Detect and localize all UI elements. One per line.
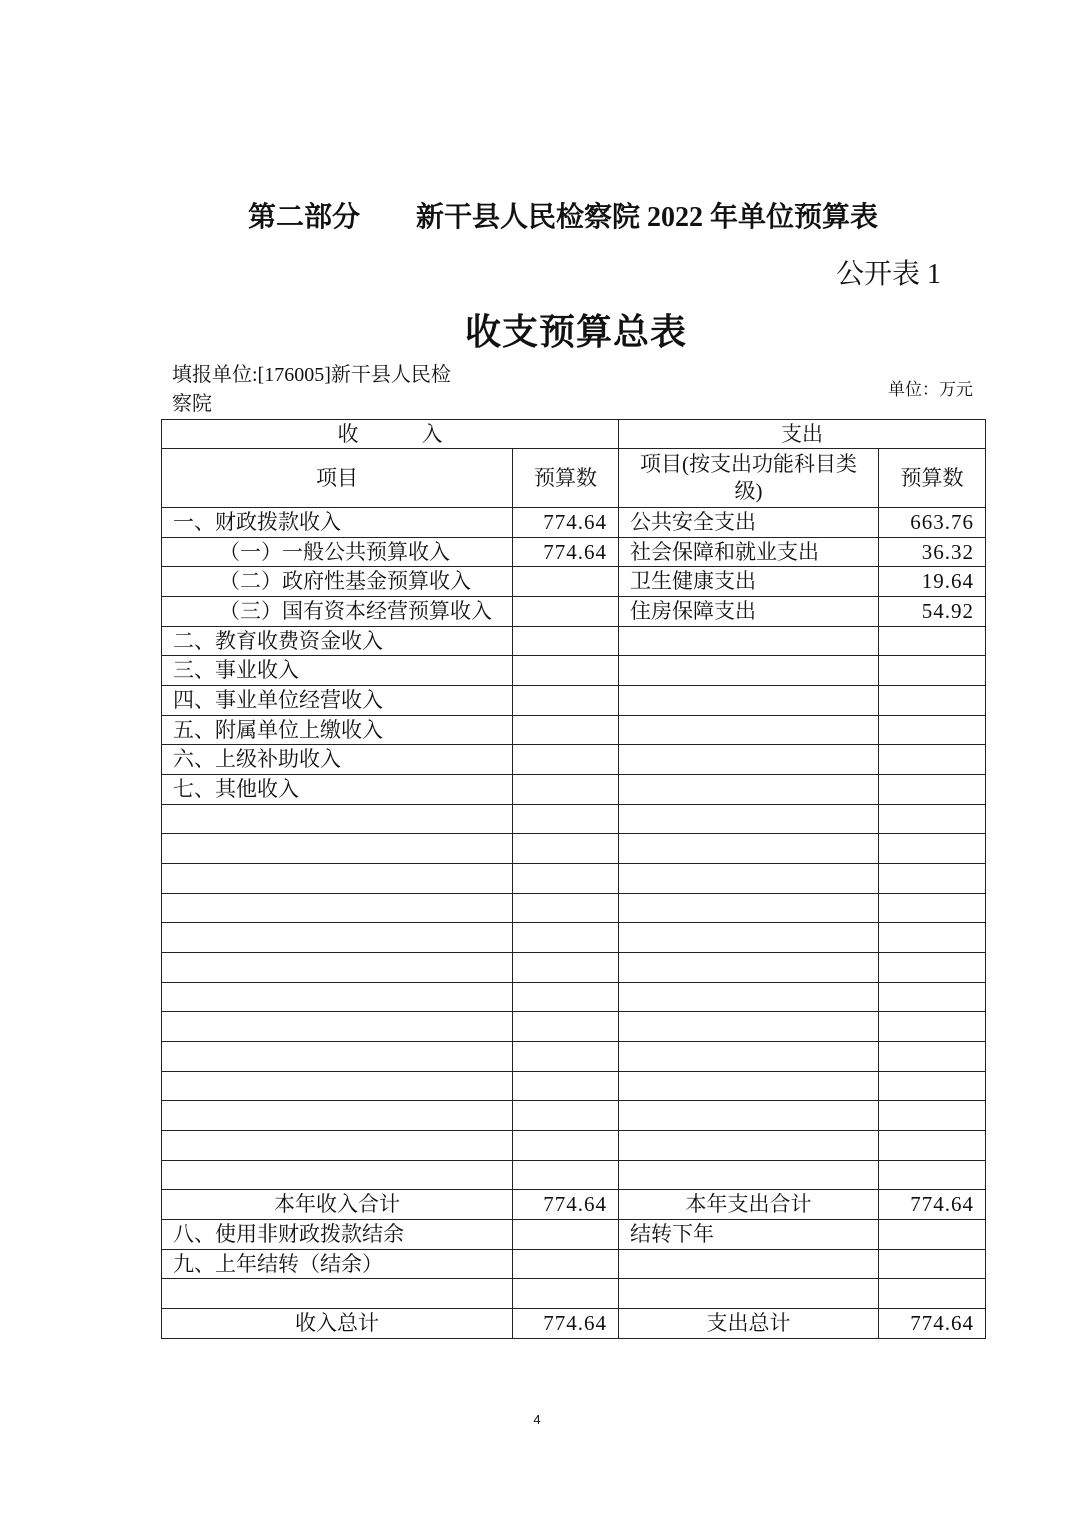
table-section-header-row	[162, 420, 986, 449]
expense-amount-cell	[879, 1012, 986, 1042]
page-number: 4	[533, 1412, 541, 1427]
income-item-cell	[162, 834, 513, 864]
expense-item-cell	[619, 893, 879, 923]
expense-item-cell	[619, 1101, 879, 1131]
expense-amount-cell: 774.64	[879, 1309, 986, 1339]
table-row	[162, 1101, 986, 1131]
expense-amount-cell	[879, 982, 986, 1012]
expense-amount-cell	[879, 1071, 986, 1101]
table-row	[162, 508, 986, 538]
table-row	[162, 1279, 986, 1309]
income-amount-cell	[513, 1160, 619, 1190]
table-row	[162, 864, 986, 894]
expense-item-cell	[619, 686, 879, 716]
budget-summary-table	[161, 419, 986, 1339]
income-item-cell	[162, 1160, 513, 1190]
expense-item-cell	[619, 1249, 879, 1279]
income-item-cell: 收入总计	[162, 1309, 513, 1339]
expense-amount-cell: 774.64	[879, 1190, 986, 1220]
income-item-cell	[162, 982, 513, 1012]
expense-item-cell	[619, 864, 879, 894]
income-item-cell: （二）政府性基金预算收入	[162, 567, 513, 597]
income-amount-cell	[513, 597, 619, 627]
income-amount-cell	[513, 1101, 619, 1131]
income-amount-cell: 774.64	[513, 537, 619, 567]
table-row	[162, 1309, 986, 1339]
income-amount-cell	[513, 1220, 619, 1250]
income-amount-cell	[513, 745, 619, 775]
table-row	[162, 1249, 986, 1279]
income-item-cell	[162, 864, 513, 894]
income-amount-cell	[513, 1131, 619, 1161]
income-item-cell: 九、上年结转（结余）	[162, 1249, 513, 1279]
table-row	[162, 1220, 986, 1250]
table-row	[162, 656, 986, 686]
income-amount-cell	[513, 804, 619, 834]
table-row	[162, 567, 986, 597]
expense-item-cell: 社会保障和就业支出	[619, 537, 879, 567]
income-item-cell	[162, 1101, 513, 1131]
expense-item-cell	[619, 982, 879, 1012]
income-amount-cell	[513, 1279, 619, 1309]
income-item-cell	[162, 804, 513, 834]
expense-item-cell	[619, 1071, 879, 1101]
income-amount-cell	[513, 834, 619, 864]
table-row	[162, 893, 986, 923]
income-item-cell	[162, 1012, 513, 1042]
expense-amount-cell	[879, 715, 986, 745]
income-amount-column-header: 预算数	[513, 449, 619, 508]
table-row	[162, 834, 986, 864]
income-item-cell: 三、事业收入	[162, 656, 513, 686]
table-number: 公开表 1	[836, 259, 942, 290]
table-row	[162, 1042, 986, 1072]
expense-amount-cell	[879, 893, 986, 923]
income-amount-cell	[513, 1012, 619, 1042]
expense-item-cell: 本年支出合计	[619, 1190, 879, 1220]
expense-item-cell	[619, 626, 879, 656]
income-amount-cell	[513, 626, 619, 656]
table-row	[162, 1131, 986, 1161]
filling-unit-label: 填报单位:[176005]新干县人民检	[172, 364, 451, 386]
page-title: 收支预算总表	[465, 312, 688, 352]
expense-amount-cell	[879, 1249, 986, 1279]
income-item-cell	[162, 1042, 513, 1072]
expense-item-cell	[619, 1279, 879, 1309]
income-item-cell	[162, 953, 513, 983]
table-row	[162, 953, 986, 983]
expense-amount-cell	[879, 1279, 986, 1309]
table-column-header-row	[162, 449, 986, 508]
income-amount-cell	[513, 1042, 619, 1072]
table-row	[162, 626, 986, 656]
income-amount-cell	[513, 1071, 619, 1101]
table-row	[162, 775, 986, 805]
expense-amount-cell	[879, 864, 986, 894]
income-amount-cell	[513, 1249, 619, 1279]
expense-item-cell: 支出总计	[619, 1309, 879, 1339]
expense-amount-cell: 36.32	[879, 537, 986, 567]
income-item-cell	[162, 1071, 513, 1101]
table-row	[162, 597, 986, 627]
expense-amount-cell	[879, 953, 986, 983]
expense-amount-cell	[879, 834, 986, 864]
income-item-cell: 五、附属单位上缴收入	[162, 715, 513, 745]
table-row	[162, 1160, 986, 1190]
expense-item-cell	[619, 923, 879, 953]
income-item-cell: 二、教育收费资金收入	[162, 626, 513, 656]
expense-amount-cell	[879, 1220, 986, 1250]
income-amount-cell	[513, 982, 619, 1012]
table-row	[162, 1190, 986, 1220]
expense-amount-column-header: 预算数	[879, 449, 986, 508]
income-item-cell: 八、使用非财政拨款结余	[162, 1220, 513, 1250]
expense-amount-cell	[879, 745, 986, 775]
income-amount-cell: 774.64	[513, 1190, 619, 1220]
table-row	[162, 715, 986, 745]
income-item-cell	[162, 1279, 513, 1309]
expense-amount-cell	[879, 1131, 986, 1161]
filling-unit-label-continued: 察院	[172, 393, 212, 415]
income-item-cell: （三）国有资本经营预算收入	[162, 597, 513, 627]
expense-amount-cell	[879, 686, 986, 716]
currency-unit-label: 单位：万元	[888, 380, 973, 399]
expense-item-cell	[619, 953, 879, 983]
income-item-column-header: 项目	[162, 449, 513, 508]
expense-item-cell	[619, 1012, 879, 1042]
income-amount-cell	[513, 864, 619, 894]
expense-amount-cell	[879, 923, 986, 953]
income-amount-cell	[513, 656, 619, 686]
table-row	[162, 982, 986, 1012]
income-amount-cell: 774.64	[513, 508, 619, 538]
expense-amount-cell	[879, 656, 986, 686]
income-amount-cell	[513, 686, 619, 716]
table-row	[162, 923, 986, 953]
expense-amount-cell	[879, 775, 986, 805]
expense-item-cell	[619, 1131, 879, 1161]
income-item-cell	[162, 923, 513, 953]
income-amount-cell	[513, 923, 619, 953]
expense-item-cell	[619, 745, 879, 775]
expense-item-cell	[619, 656, 879, 686]
table-row	[162, 1071, 986, 1101]
income-item-cell: 本年收入合计	[162, 1190, 513, 1220]
expense-item-cell	[619, 834, 879, 864]
expense-item-cell	[619, 804, 879, 834]
income-item-cell	[162, 893, 513, 923]
income-amount-cell	[513, 953, 619, 983]
income-item-cell: 七、其他收入	[162, 775, 513, 805]
income-amount-cell	[513, 775, 619, 805]
expense-item-cell: 结转下年	[619, 1220, 879, 1250]
income-item-cell	[162, 1131, 513, 1161]
income-amount-cell: 774.64	[513, 1309, 619, 1339]
income-item-cell: （一）一般公共预算收入	[162, 537, 513, 567]
table-row	[162, 686, 986, 716]
expense-amount-cell: 663.76	[879, 508, 986, 538]
table-row	[162, 804, 986, 834]
expense-item-cell	[619, 1042, 879, 1072]
expense-amount-cell	[879, 1042, 986, 1072]
table-row	[162, 1012, 986, 1042]
expense-item-cell	[619, 1160, 879, 1190]
expense-section-header: 支出	[619, 420, 986, 449]
table-row	[162, 745, 986, 775]
expense-item-column-header: 项目(按支出功能科目类级)	[619, 449, 879, 508]
page-heading: 第二部分 新干县人民检察院 2022 年单位预算表	[248, 202, 879, 233]
expense-amount-cell: 19.64	[879, 567, 986, 597]
income-item-cell: 四、事业单位经营收入	[162, 686, 513, 716]
expense-amount-cell: 54.92	[879, 597, 986, 627]
income-amount-cell	[513, 893, 619, 923]
expense-item-cell	[619, 775, 879, 805]
expense-item-cell	[619, 715, 879, 745]
income-amount-cell	[513, 567, 619, 597]
expense-amount-cell	[879, 804, 986, 834]
expense-amount-cell	[879, 626, 986, 656]
income-amount-cell	[513, 715, 619, 745]
table-body	[162, 508, 986, 1339]
income-item-cell: 一、财政拨款收入	[162, 508, 513, 538]
table-row	[162, 537, 986, 567]
income-section-header: 收 入	[162, 420, 619, 449]
expense-item-cell: 公共安全支出	[619, 508, 879, 538]
expense-item-cell: 住房保障支出	[619, 597, 879, 627]
expense-amount-cell	[879, 1160, 986, 1190]
expense-item-cell: 卫生健康支出	[619, 567, 879, 597]
expense-amount-cell	[879, 1101, 986, 1131]
income-item-cell: 六、上级补助收入	[162, 745, 513, 775]
